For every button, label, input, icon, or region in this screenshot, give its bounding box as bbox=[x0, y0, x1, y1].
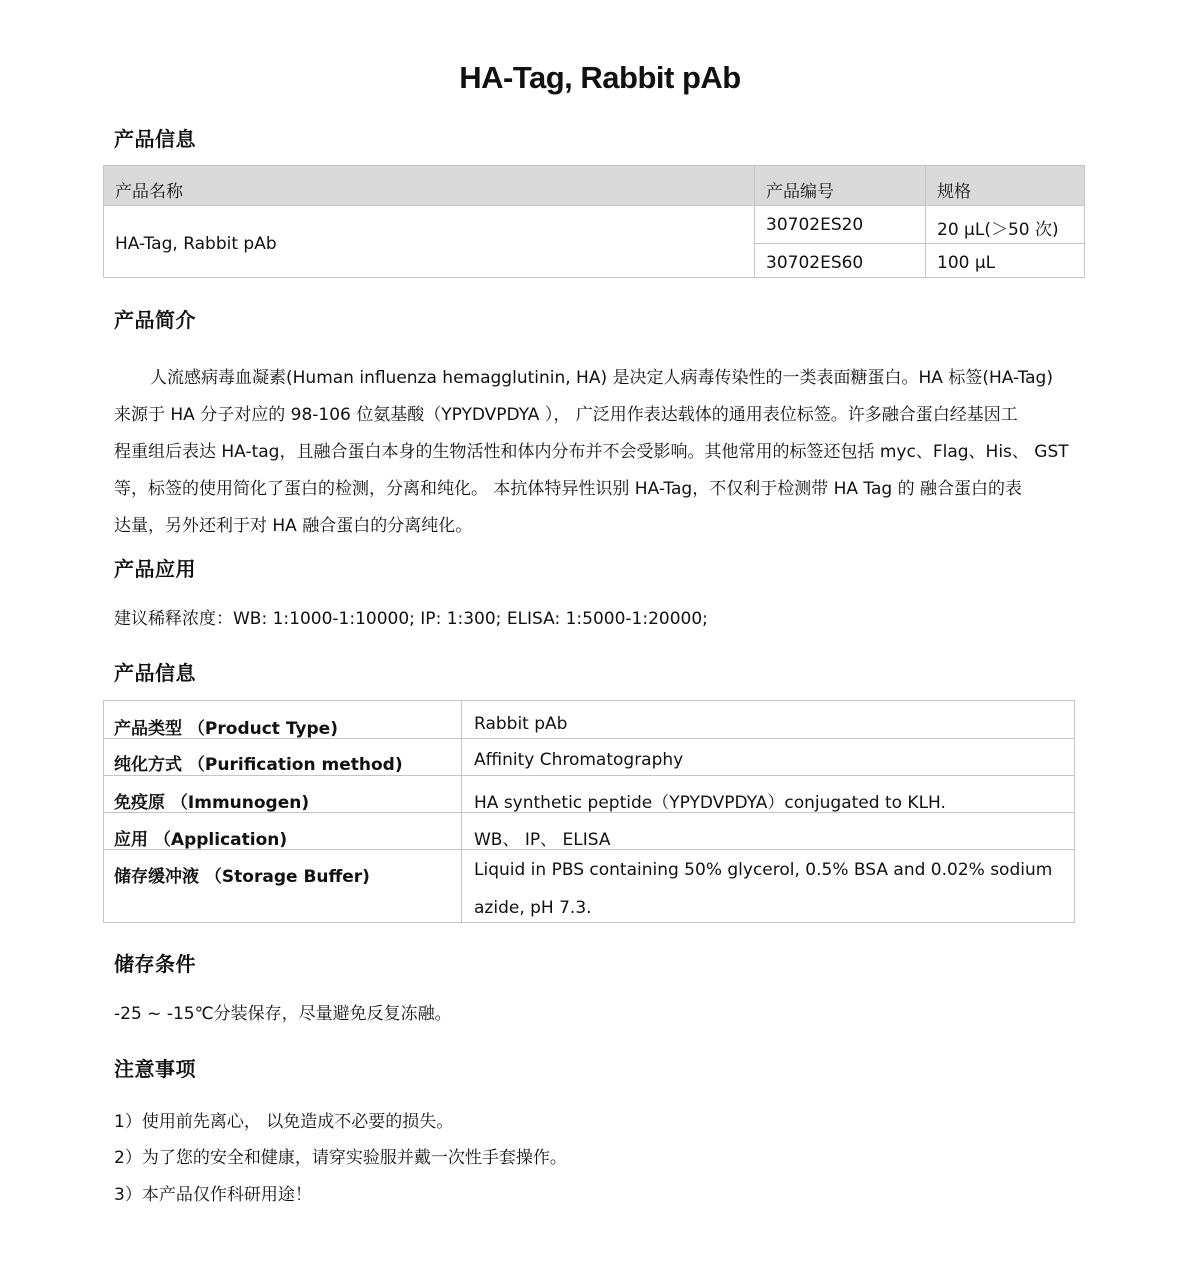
product-spec-cell: 20 μL(＞50 次) bbox=[937, 220, 1059, 240]
section-heading-notes: 注意事项 bbox=[114, 1057, 196, 1081]
note-item: 3）本产品仅作科研用途！ bbox=[114, 1185, 312, 1205]
product-name-cell: HA-Tag, Rabbit pAb bbox=[115, 234, 277, 254]
page-title: HA-Tag, Rabbit pAb bbox=[459, 60, 741, 95]
info-value-storage-buffer: Liquid in PBS containing 50% glycerol, 0.5% BSA and 0.02% sodium bbox=[474, 860, 1053, 880]
intro-paragraph-line: 程重组后表达 HA-tag，且融合蛋白本身的生物活性和体内分布并不会受影响。其他常用的标签还包括 myc、Flag、His、 GST bbox=[114, 442, 1069, 462]
section-heading-intro: 产品简介 bbox=[114, 308, 196, 332]
header-product-name: 产品名称 bbox=[115, 182, 183, 202]
section-heading-storage: 储存条件 bbox=[114, 952, 196, 976]
header-spec: 规格 bbox=[937, 182, 971, 202]
section-heading-application: 产品应用 bbox=[114, 557, 196, 581]
info-value-application: WB、 IP、 ELISA bbox=[474, 830, 611, 850]
info-label-immunogen: 免疫原 （Immunogen) bbox=[114, 793, 310, 813]
header-product-code: 产品编号 bbox=[766, 182, 834, 202]
intro-paragraph-line: 等，标签的使用简化了蛋白的检测，分离和纯化。 本抗体特异性识别 HA-Tag，不仅利于检测带 HA Tag 的 融合蛋白的表 bbox=[114, 479, 1023, 499]
intro-paragraph-line: 人流感病毒血凝素(Human influenza hemagglutinin, HA) 是决定人病毒传染性的一类表面糖蛋白。HA 标签(HA-Tag) bbox=[150, 368, 1053, 388]
info-value-purification: Affinity Chromatography bbox=[474, 750, 684, 770]
info-table bbox=[103, 700, 1075, 923]
info-label-storage-buffer: 储存缓冲液 （Storage Buffer) bbox=[114, 867, 370, 887]
table-divider bbox=[755, 243, 1084, 244]
info-value-product-type: Rabbit pAb bbox=[474, 714, 568, 734]
note-item: 1）使用前先离心， 以免造成不必要的损失。 bbox=[114, 1112, 454, 1132]
info-value-storage-buffer-cont: azide, pH 7.3. bbox=[474, 898, 592, 918]
info-label-purification: 纯化方式 （Purification method) bbox=[114, 755, 403, 775]
info-label-product-type: 产品类型 （Product Type) bbox=[114, 719, 338, 739]
info-value-immunogen: HA synthetic peptide（YPYDVPDYA）conjugated to KLH. bbox=[474, 793, 946, 813]
product-table bbox=[103, 165, 1085, 278]
storage-text: -25 ~ -15℃分装保存，尽量避免反复冻融。 bbox=[114, 1004, 452, 1024]
intro-paragraph-line: 来源于 HA 分子对应的 98-106 位氨基酸（YPYDVPDYA ）， 广泛用作表达载体的通用表位标签。许多融合蛋白经基因工 bbox=[114, 405, 1018, 425]
table-divider bbox=[104, 775, 1074, 776]
application-text: 建议稀释浓度：WB: 1:1000-1:10000; IP: 1:300; ELISA: 1:5000-1:20000; bbox=[114, 609, 708, 629]
info-label-application: 应用 （Application) bbox=[114, 830, 288, 850]
product-spec-cell: 100 μL bbox=[937, 253, 996, 273]
note-item: 2）为了您的安全和健康，请穿实验服并戴一次性手套操作。 bbox=[114, 1148, 567, 1168]
section-heading-product-info: 产品信息 bbox=[114, 127, 196, 151]
product-code-cell: 30702ES60 bbox=[766, 253, 864, 273]
section-heading-product-info-2: 产品信息 bbox=[114, 661, 196, 685]
table-divider bbox=[925, 166, 926, 277]
intro-paragraph-line: 达量，另外还利于对 HA 融合蛋白的分离纯化。 bbox=[114, 516, 473, 536]
product-code-cell: 30702ES20 bbox=[766, 215, 864, 235]
table-divider bbox=[754, 166, 755, 277]
